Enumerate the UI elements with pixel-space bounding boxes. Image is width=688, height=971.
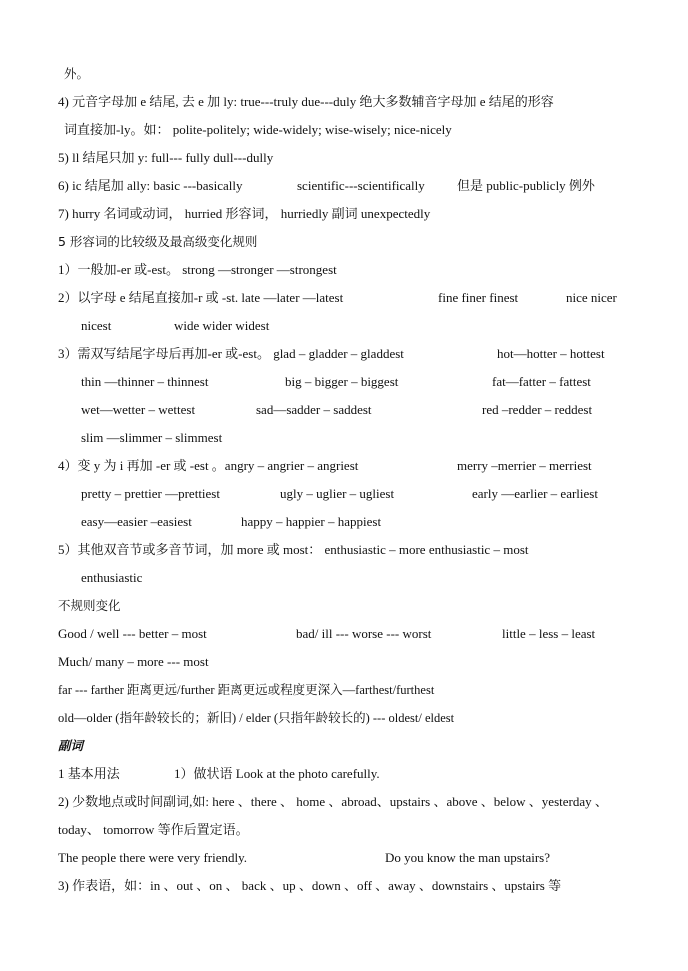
text-segment: old—older (指年龄较长的；新旧) / elder (只指年龄较长的) --- oldest/ eldest <box>58 711 455 725</box>
text-segment: The people there were very friendly. <box>58 850 248 865</box>
text-segment: 5 形容词的比较级及最高级变化规则 <box>58 234 258 249</box>
text-segment: enthusiastic <box>81 570 143 585</box>
text-segment: 6) ic 结尾加 ally: basic ---basically <box>58 178 243 193</box>
text-segment: nicest <box>81 318 112 333</box>
text-segment: 副词 <box>58 738 84 753</box>
text-segment: today、 tomorrow 等作后置定语。 <box>58 822 249 837</box>
text-segment: fat—fatter – fattest <box>492 374 591 389</box>
text-segment: fine finer finest <box>438 290 519 305</box>
text-segment: 2) 少数地点或时间副词,如: here 、there 、 home 、abroad、upstairs 、above 、below 、yesterday 、 <box>58 794 608 809</box>
text-segment: Much/ many – more --- most <box>58 654 209 669</box>
text-segment: happy – happier – happiest <box>241 514 382 529</box>
text-segment: 3）需双写结尾字母后再加-er 或-est。 glad – gladder – gladdest <box>58 346 404 361</box>
text-segment: early —earlier – earliest <box>472 486 598 501</box>
text-segment: easy—easier –easiest <box>81 514 192 529</box>
text-segment: wet—wetter – wettest <box>81 402 196 417</box>
text-segment: 4）变 y 为 i 再加 -er 或 -est 。angry – angrier – angriest <box>58 458 359 473</box>
text-segment: merry –merrier – merriest <box>457 458 592 473</box>
text-segment: 4) 元音字母加 e 结尾, 去 e 加 ly: true---truly due---duly 绝大多数辅音字母加 e 结尾的形容 <box>58 94 554 109</box>
text-segment: 1）做状语 Look at the photo carefully. <box>174 766 380 781</box>
text-segment: 外。 <box>64 66 90 81</box>
text-segment: Good / well --- better – most <box>58 626 207 641</box>
text-segment: hot—hotter – hottest <box>497 346 605 361</box>
text-segment: 2）以字母 e 结尾直接加-r 或 -st. late —later —latest <box>58 290 344 305</box>
text-segment: sad—sadder – saddest <box>256 402 372 417</box>
text-segment: 但是 public-publicly 例外 <box>457 178 595 193</box>
text-segment: 词直接加-ly。如： polite-politely; wide-widely; wise-wisely; nice-nicely <box>64 122 452 137</box>
text-segment: 不规则变化 <box>58 598 121 613</box>
text-segment: scientific---scientifically <box>297 178 425 193</box>
text-segment: far --- farther 距离更远/further 距离更远或程度更深入—farthest/furthest <box>58 683 435 697</box>
text-segment: big – bigger – biggest <box>285 374 399 389</box>
text-segment: pretty – prettier —prettiest <box>81 486 220 501</box>
text-segment: wide wider widest <box>174 318 270 333</box>
text-segment: bad/ ill --- worse --- worst <box>296 626 432 641</box>
text-segment: 7) hurry 名词或动词， hurried 形容词， hurriedly 副词 unexpectedly <box>58 206 431 221</box>
text-segment: 5）其他双音节或多音节词，加 more 或 most： enthusiastic – more enthusiastic – most <box>58 542 529 557</box>
text-segment: slim —slimmer – slimmest <box>81 430 223 445</box>
text-segment: 3) 作表语，如：in 、out 、on 、 back 、up 、down 、off 、away 、downstairs 、upstairs 等 <box>58 878 562 893</box>
text-segment: 5) ll 结尾只加 y: full--- fully dull---dully <box>58 150 274 165</box>
text-segment: Do you know the man upstairs? <box>385 850 551 865</box>
text-segment: 1）一般加-er 或-est。 strong —stronger —strongest <box>58 262 337 277</box>
text-segment: ugly – uglier – ugliest <box>280 486 395 501</box>
text-segment: thin —thinner – thinnest <box>81 374 209 389</box>
text-segment: little – less – least <box>502 626 596 641</box>
text-segment: nice nicer <box>566 290 617 305</box>
text-segment: red –redder – reddest <box>482 402 593 417</box>
text-segment: 1 基本用法 <box>58 766 120 781</box>
